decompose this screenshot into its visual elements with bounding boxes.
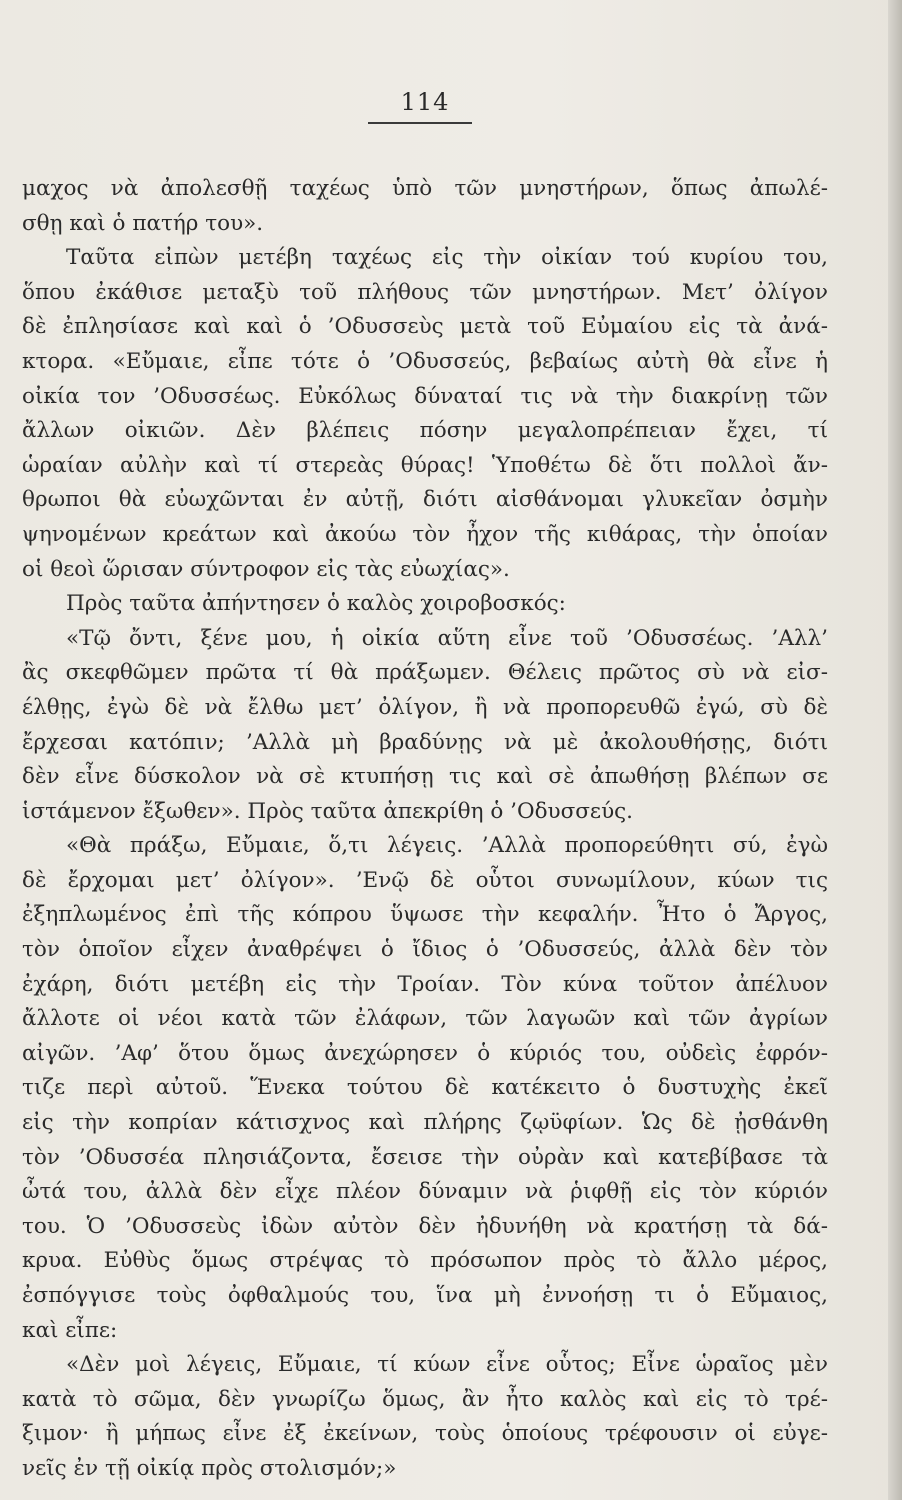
text-line: σθῃ καὶ ὁ πατήρ του». [22,210,264,236]
text-line: ἔρχεσαι κατόπιν; ’Αλλὰ μὴ βραδύνῃς νὰ μὲ ἀκολουθήσῃς, διότι [22,729,828,755]
text-line: αἰγῶν. ’Αφ’ ὅτου ὅμως ἀνεχώρησεν ὁ κύριός του, οὐδεὶς ἐφρόν- [22,1040,828,1066]
text-line: Πρὸς ταῦτα ἀπήντησεν ὁ καλὸς χοιροβοσκός: [66,591,566,617]
page-number: 114 [400,88,450,116]
text-line: «Δὲν μοὶ λέγεις, Εὔμαιε, τί κύων εἶνε οὗτος; Εἶνε ὡραῖος μὲν [66,1352,828,1378]
text-line: ἱστάμενον ἔξωθεν». Πρὸς ταῦτα ἀπεκρίθη ὁ ’Οδυσσεύς. [22,798,634,824]
text-line: ἐχάρη, διότι μετέβη εἰς τὴν Τροίαν. Τὸν κύνα τοῦτον ἀπέλυον [22,971,828,997]
body-text [22,172,828,1487]
text-line: καὶ εἶπε: [22,1317,118,1343]
page-number-rule [368,122,472,124]
text-line: κατὰ τὸ σῶμα, δὲν γνωρίζω ὅμως, ἂν ἦτο καλὸς καὶ εἰς τὸ τρέ- [22,1386,828,1412]
text-line: ὡραίαν αὐλὴν καὶ τί στερεὰς θύρας! Ὑποθέτω δὲ ὅτι πολλοὶ ἄν- [22,452,828,478]
text-line: «Τῷ ὄντι, ξένε μου, ἡ οἰκία αὕτη εἶνε τοῦ ’Οδυσσέως. ’Αλλ’ [66,625,828,651]
text-line: οἰκία τον ’Οδυσσέως. Εὐκόλως δύναταί τις νὰ τὴν διακρίνῃ τῶν [22,383,828,409]
page-edge-shadow [888,0,902,1500]
text-line: δὲν εἶνε δύσκολον νὰ σὲ κτυπήσῃ τις καὶ σὲ ἀπωθήσῃ βλέπων σε [22,764,828,790]
text-line: δὲ ἔρχομαι μετ’ ὀλίγον». ’Ενῷ δὲ οὗτοι συνωμίλουν, κύων τις [22,867,828,893]
text-line: ὦτά του, ἀλλὰ δὲν εἶχε πλέον δύναμιν νὰ ῥιφθῇ εἰς τὸν κύριόν [22,1179,828,1205]
text-line: ψηνομένων κρεάτων καὶ ἀκούω τὸν ἦχον τῆς κιθάρας, τὴν ὁποίαν [22,521,828,547]
text-line: Ταῦτα εἰπὼν μετέβη ταχέως εἰς τὴν οἰκίαν τού κυρίου του, [66,245,828,271]
text-line: έλθῃς, ἐγὼ δὲ νὰ ἔλθω μετ’ ὀλίγον, ἢ νὰ προπορευθῶ ἐγώ, σὺ δὲ [22,694,828,720]
text-line: ἐσπόγγισε τοὺς ὀφθαλμούς του, ἵνα μὴ ἐννοήσῃ τι ὁ Εὔμαιος, [22,1283,828,1308]
text-line: τὸν ὁποῖον εἶχεν ἀναθρέψει ὁ ἴδιος ὁ ’Οδυσσεύς, ἀλλὰ δὲν τὸν [22,937,828,963]
text-line: θρωποι θὰ εὐωχῶνται ἐν αὐτῇ, διότι αἰσθάνομαι γλυκεῖαν ὀσμὴν [22,487,828,513]
text-line: κρυα. Εὐθὺς ὅμως στρέψας τὸ πρόσωπον πρὸς τὸ ἄλλο μέρος, [22,1248,828,1274]
text-line: ἄλλων οἰκιῶν. Δὲν βλέπεις πόσην μεγαλοπρέπειαν ἔχει, τί [22,418,828,444]
text-line: οἱ θεοὶ ὥρισαν σύντροφον εἰς τὰς εὐωχίας». [22,556,510,582]
text-line: ξιμον· ἢ μήπως εἶνε ἐξ ἐκείνων, τοὺς ὁποίους τρέφουσιν οἱ εὐγε- [22,1421,828,1447]
text-line: ἂς σκεφθῶμεν πρῶτα τί θὰ πράξωμεν. Θέλεις πρῶτος σὺ νὰ εἰσ- [22,660,828,686]
text-line: δὲ ἐπλησίασε καὶ καὶ ὁ ’Οδυσσεὺς μετὰ τοῦ Εὐμαίου εἰς τὰ ἀνά- [22,314,828,340]
text-line: τὸν ’Οδυσσέα πλησιάζοντα, ἔσεισε τὴν οὐρὰν καὶ κατεβίβασε τὰ [22,1144,828,1170]
text-line: του. Ὁ ’Οδυσσεὺς ἰδὼν αὐτὸν δὲν ἠδυνήθη νὰ κρατήσῃ τὰ δά- [22,1213,828,1239]
text-line: κτορα. «Εὔμαιε, εἶπε τότε ὁ ’Οδυσσεύς, βεβαίως αὐτὴ θὰ εἶνε ἡ [22,348,828,374]
text-line: νεῖς ἐν τῇ οἰκίᾳ πρὸς στολισμόν;» [22,1455,397,1481]
text-line: «Θὰ πράξω, Εὔμαιε, ὅ,τι λέγεις. ’Αλλὰ προπορεύθητι σύ, ἐγὼ [66,833,828,859]
text-line: ἄλλοτε οἱ νέοι κατὰ τῶν ἐλάφων, τῶν λαγωῶν καὶ τῶν ἀγρίων [22,1006,828,1032]
text-line: ὅπου ἐκάθισε μεταξὺ τοῦ πλήθους τῶν μνηστήρων. Μετ’ ὀλίγον [22,279,828,305]
text-line: ἐξηπλωμένος ἐπὶ τῆς κόπρου ὕψωσε τὴν κεφαλήν. Ἦτο ὁ Ἄργος, [22,902,828,928]
text-line: εἰς τὴν κοπρίαν κάτισχνος καὶ πλήρης ζῳϋφίων. Ὡς δὲ ᾐσθάνθη [22,1110,828,1136]
text-line: τιζε περὶ αὐτοῦ. Ἕνεκα τούτου δὲ κατέκειτο ὁ δυστυχὴς ἐκεῖ [22,1075,828,1101]
text-line: μαχος νὰ ἀπολεσθῇ ταχέως ὑπὸ τῶν μνηστήρων, ὅπως ἀπωλέ- [22,176,828,201]
